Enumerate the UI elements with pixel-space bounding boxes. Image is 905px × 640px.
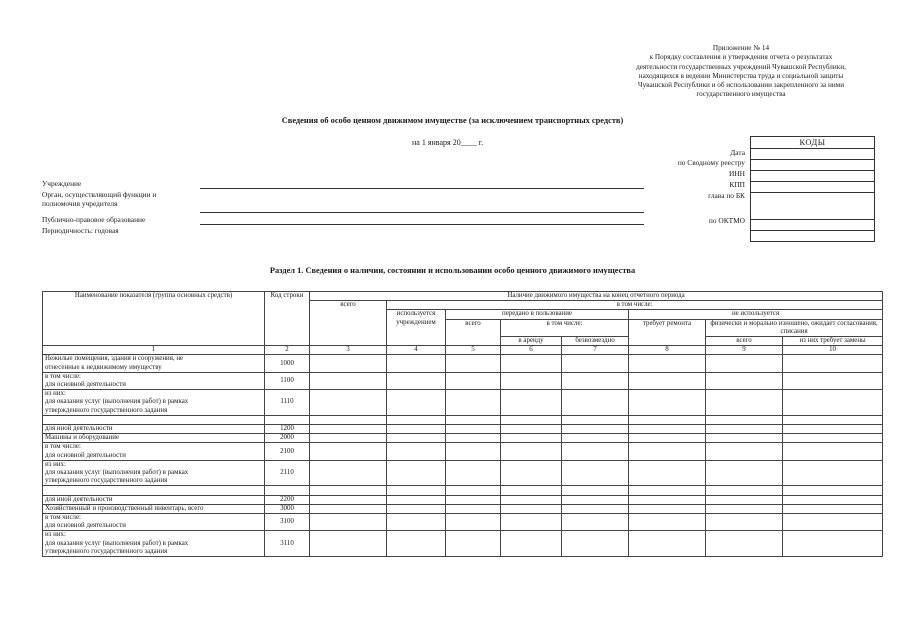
value-cell[interactable]	[501, 504, 562, 513]
table-row	[43, 531, 883, 557]
row-indicator-name	[43, 434, 265, 443]
value-cell[interactable]	[501, 390, 562, 416]
value-cell[interactable]	[706, 415, 783, 424]
value-cell[interactable]	[562, 514, 629, 531]
founder-organ-line[interactable]	[200, 212, 644, 213]
row-indicator-name	[43, 460, 265, 486]
row-indicator-line: в том числе:	[45, 443, 81, 451]
code-label-oktmo: по ОКТМО	[708, 216, 745, 225]
value-cell[interactable]	[446, 531, 501, 557]
value-cell[interactable]	[562, 495, 629, 504]
row-indicator-name	[43, 504, 265, 513]
header-availability: Наличие движимого имущества на конец отчетного периода	[310, 292, 883, 301]
value-cell[interactable]	[783, 514, 883, 531]
value-cell[interactable]	[562, 355, 629, 372]
row-indicator-line: для оказания услуг (выполнения работ) в рамках	[45, 398, 189, 406]
column-number: 3	[310, 346, 387, 355]
column-number: 1	[43, 346, 265, 355]
section-title: Раздел 1. Сведения о наличии, состоянии и использовании особо ценного движимого имущества	[269, 266, 636, 275]
value-cell[interactable]	[562, 443, 629, 460]
value-cell[interactable]	[310, 504, 387, 513]
table-row	[43, 443, 883, 460]
table-row	[43, 504, 883, 513]
value-cell[interactable]	[562, 372, 629, 389]
row-indicator-line: утвержденного государственного задания	[45, 477, 168, 485]
institution-label: Учреждение	[42, 179, 82, 188]
value-cell[interactable]	[310, 415, 387, 424]
table-row	[43, 415, 883, 424]
value-cell[interactable]	[310, 434, 387, 443]
code-cell-oktmo[interactable]	[751, 220, 874, 231]
value-cell[interactable]	[629, 514, 706, 531]
document-title: Сведения об особо ценном движимом имуществе (за исключением транспортных средств)	[281, 116, 624, 125]
table-row	[43, 434, 883, 443]
value-cell[interactable]	[387, 443, 446, 460]
value-cell[interactable]	[310, 486, 387, 495]
row-indicator-line: из них:	[45, 460, 66, 468]
code-cell-kpp[interactable]	[751, 182, 874, 193]
table-row	[43, 372, 883, 389]
value-cell[interactable]	[501, 460, 562, 486]
value-cell[interactable]	[706, 372, 783, 389]
header-used: используется учреждением	[387, 310, 446, 346]
value-cell[interactable]	[783, 425, 883, 434]
value-cell[interactable]	[629, 434, 706, 443]
row-indicator-line: для оказания услуг (выполнения работ) в рамках	[45, 539, 189, 547]
founder-organ-label-2: полномочия учредителя	[42, 199, 118, 208]
value-cell[interactable]	[629, 415, 706, 424]
value-cell[interactable]	[562, 504, 629, 513]
header-worn-requires-replacement: из них требует замены	[783, 337, 883, 346]
value-cell[interactable]	[310, 460, 387, 486]
header-worn-out: физически и морально изношено, ожидает согласования, списания	[706, 319, 883, 336]
row-code: 3110	[265, 531, 310, 557]
value-cell[interactable]	[562, 531, 629, 557]
table-row	[43, 486, 883, 495]
row-indicator-line: из них:	[45, 531, 66, 539]
header-total: всего	[310, 301, 387, 346]
value-cell[interactable]	[387, 514, 446, 531]
value-cell[interactable]	[446, 495, 501, 504]
appendix-line: Чувашской Республики и об использовании закрепленного за ними	[637, 81, 845, 90]
value-cell[interactable]	[783, 504, 883, 513]
value-cell[interactable]	[706, 434, 783, 443]
value-cell[interactable]	[706, 495, 783, 504]
value-cell[interactable]	[446, 486, 501, 495]
value-cell[interactable]	[446, 355, 501, 372]
value-cell[interactable]	[387, 495, 446, 504]
property-table	[42, 291, 883, 557]
value-cell[interactable]	[446, 425, 501, 434]
row-indicator-line	[45, 416, 262, 424]
value-cell[interactable]	[562, 390, 629, 416]
header-free-of-charge: безвозмездно	[562, 337, 629, 346]
code-cell-date[interactable]	[751, 149, 874, 160]
value-cell[interactable]	[783, 434, 883, 443]
value-cell[interactable]	[387, 355, 446, 372]
table-row	[43, 425, 883, 434]
public-entity-line[interactable]	[200, 224, 644, 225]
column-number: 4	[387, 346, 446, 355]
row-code: 2200	[265, 495, 310, 504]
row-indicator-line: утвержденного государственного задания	[45, 406, 168, 414]
public-entity-label: Публично-правовое образование	[42, 215, 146, 224]
report-date: на 1 января 20____ г.	[412, 138, 484, 147]
row-indicator-name	[43, 390, 265, 416]
header-transferred-including: в том числе:	[501, 319, 629, 336]
value-cell[interactable]	[629, 390, 706, 416]
value-cell[interactable]	[562, 434, 629, 443]
row-indicator-line: для иной деятельности	[45, 495, 113, 503]
value-cell[interactable]	[706, 531, 783, 557]
value-cell[interactable]	[783, 355, 883, 372]
value-cell[interactable]	[629, 372, 706, 389]
value-cell[interactable]	[629, 495, 706, 504]
value-cell[interactable]	[706, 355, 783, 372]
row-indicator-line: в том числе:	[45, 372, 81, 380]
row-indicator-line: утвержденного государственного задания	[45, 547, 168, 555]
value-cell[interactable]	[562, 486, 629, 495]
table-row	[43, 355, 883, 372]
row-indicator-line: из них:	[45, 390, 66, 398]
code-label-registry: по Сводному реестру	[677, 158, 745, 167]
row-indicator-line: для основной деятельности	[45, 522, 126, 530]
value-cell[interactable]	[501, 531, 562, 557]
value-cell[interactable]	[501, 514, 562, 531]
row-indicator-name	[43, 372, 265, 389]
row-code: 3000	[265, 504, 310, 513]
row-indicator-line: для иной деятельности	[45, 425, 113, 433]
header-rent: в аренду	[501, 337, 562, 346]
value-cell[interactable]	[446, 514, 501, 531]
value-cell[interactable]	[387, 415, 446, 424]
value-cell[interactable]	[783, 495, 883, 504]
value-cell[interactable]	[501, 495, 562, 504]
row-indicator-name	[43, 355, 265, 372]
value-cell[interactable]	[562, 460, 629, 486]
column-number: 7	[562, 346, 629, 355]
row-indicator-line: для основной деятельности	[45, 381, 126, 389]
row-indicator-name	[43, 443, 265, 460]
value-cell[interactable]	[783, 460, 883, 486]
value-cell[interactable]	[706, 425, 783, 434]
value-cell[interactable]	[501, 355, 562, 372]
value-cell[interactable]	[783, 372, 883, 389]
row-code	[265, 486, 310, 495]
value-cell[interactable]	[629, 486, 706, 495]
table-row	[43, 514, 883, 531]
value-cell[interactable]	[387, 425, 446, 434]
appendix-line: деятельности государственных учреждений Чувашской Республики,	[636, 62, 846, 71]
row-indicator-line: для оказания услуг (выполнения работ) в рамках	[45, 469, 189, 477]
value-cell[interactable]	[446, 504, 501, 513]
value-cell[interactable]	[501, 425, 562, 434]
value-cell[interactable]	[783, 486, 883, 495]
value-cell[interactable]	[387, 531, 446, 557]
header-worn-total: всего	[706, 337, 783, 346]
value-cell[interactable]	[310, 443, 387, 460]
column-number: 8	[629, 346, 706, 355]
code-label-inn: ИНН	[728, 169, 745, 178]
value-cell[interactable]	[629, 443, 706, 460]
value-cell[interactable]	[706, 504, 783, 513]
value-cell[interactable]	[629, 531, 706, 557]
row-indicator-line: Машины и оборудование	[45, 434, 119, 442]
value-cell[interactable]	[629, 460, 706, 486]
value-cell[interactable]	[387, 372, 446, 389]
header-transferred-total: всего	[446, 319, 501, 346]
value-cell[interactable]	[706, 486, 783, 495]
value-cell[interactable]	[629, 355, 706, 372]
header-including: в том числе:	[387, 301, 883, 310]
column-number: 6	[501, 346, 562, 355]
appendix-line: к Порядку составления и утверждения отчета о результатах	[649, 53, 833, 62]
row-indicator-name	[43, 415, 265, 424]
codes-header: КОДЫ	[751, 137, 874, 149]
codes-box	[750, 136, 875, 242]
value-cell[interactable]	[446, 434, 501, 443]
row-code: 3100	[265, 514, 310, 531]
row-indicator-line: Хозяйственный и производственный инвентарь, всего	[45, 504, 204, 512]
value-cell[interactable]	[783, 415, 883, 424]
column-number: 9	[706, 346, 783, 355]
institution-line[interactable]	[200, 188, 644, 189]
row-indicator-line: для основной деятельности	[45, 451, 126, 459]
value-cell[interactable]	[629, 504, 706, 513]
value-cell[interactable]	[446, 372, 501, 389]
header-transferred: передано в пользование	[446, 310, 629, 319]
header-requires-repair: требует ремонта	[629, 319, 706, 346]
value-cell[interactable]	[501, 434, 562, 443]
appendix-line: государственного имущества	[696, 90, 786, 99]
value-cell[interactable]	[783, 443, 883, 460]
value-cell[interactable]	[446, 443, 501, 460]
value-cell[interactable]	[387, 504, 446, 513]
value-cell[interactable]	[310, 531, 387, 557]
value-cell[interactable]	[706, 390, 783, 416]
row-indicator-name	[43, 514, 265, 531]
appendix-line: Приложение № 14	[712, 44, 770, 52]
column-number: 5	[446, 346, 501, 355]
appendix-line: находящихся в ведении Министерства труда и социальной защиты	[638, 71, 844, 80]
table-row	[43, 460, 883, 486]
column-number: 2	[265, 346, 310, 355]
header-indicator: Наименование показателя (группа основных средств)	[43, 292, 265, 346]
value-cell[interactable]	[387, 460, 446, 486]
row-code: 2110	[265, 460, 310, 486]
row-indicator-name	[43, 531, 265, 557]
header-not-used: не используется	[629, 310, 883, 319]
value-cell[interactable]	[310, 372, 387, 389]
value-cell[interactable]	[310, 390, 387, 416]
row-code: 1200	[265, 425, 310, 434]
code-label-kpp: КПП	[729, 180, 745, 189]
code-cell-period[interactable]	[751, 231, 874, 241]
value-cell[interactable]	[387, 486, 446, 495]
value-cell[interactable]	[706, 460, 783, 486]
periodicity-label: Периодичность: годовая	[42, 226, 119, 235]
value-cell[interactable]	[629, 425, 706, 434]
row-code: 1110	[265, 390, 310, 416]
row-indicator-line: в том числе:	[45, 514, 81, 522]
value-cell[interactable]	[501, 415, 562, 424]
row-indicator-name	[43, 495, 265, 504]
row-code: 2000	[265, 434, 310, 443]
row-indicator-name	[43, 425, 265, 434]
value-cell[interactable]	[310, 355, 387, 372]
value-cell[interactable]	[501, 372, 562, 389]
value-cell[interactable]	[501, 486, 562, 495]
code-label-date: Дата	[730, 148, 745, 157]
value-cell[interactable]	[387, 434, 446, 443]
table-row	[43, 495, 883, 504]
row-indicator-line	[45, 486, 262, 494]
table-row	[43, 390, 883, 416]
value-cell[interactable]	[783, 531, 883, 557]
value-cell[interactable]	[706, 443, 783, 460]
code-cell-bk[interactable]	[751, 193, 874, 220]
row-indicator-line: отнесенные к недвижимому имуществу	[45, 363, 162, 371]
value-cell[interactable]	[562, 415, 629, 424]
value-cell[interactable]	[310, 425, 387, 434]
value-cell[interactable]	[446, 415, 501, 424]
value-cell[interactable]	[310, 514, 387, 531]
column-number: 10	[783, 346, 883, 355]
value-cell[interactable]	[387, 390, 446, 416]
code-label-bk: глава по БК	[708, 191, 745, 200]
value-cell[interactable]	[446, 390, 501, 416]
appendix-header	[596, 44, 886, 100]
value-cell[interactable]	[562, 425, 629, 434]
row-code: 1000	[265, 355, 310, 372]
code-cell-inn[interactable]	[751, 171, 874, 182]
row-code: 2100	[265, 443, 310, 460]
row-indicator-line: Нежилые помещения, здания и сооружения, не	[45, 355, 184, 363]
founder-organ-label-1: Орган, осуществляющий функции и	[42, 190, 157, 199]
code-cell-registry[interactable]	[751, 160, 874, 171]
row-indicator-name	[43, 486, 265, 495]
header-code: Код строки	[265, 292, 310, 346]
value-cell[interactable]	[501, 443, 562, 460]
value-cell[interactable]	[310, 495, 387, 504]
value-cell[interactable]	[446, 460, 501, 486]
value-cell[interactable]	[783, 390, 883, 416]
value-cell[interactable]	[706, 514, 783, 531]
row-code: 1100	[265, 372, 310, 389]
row-code	[265, 415, 310, 424]
